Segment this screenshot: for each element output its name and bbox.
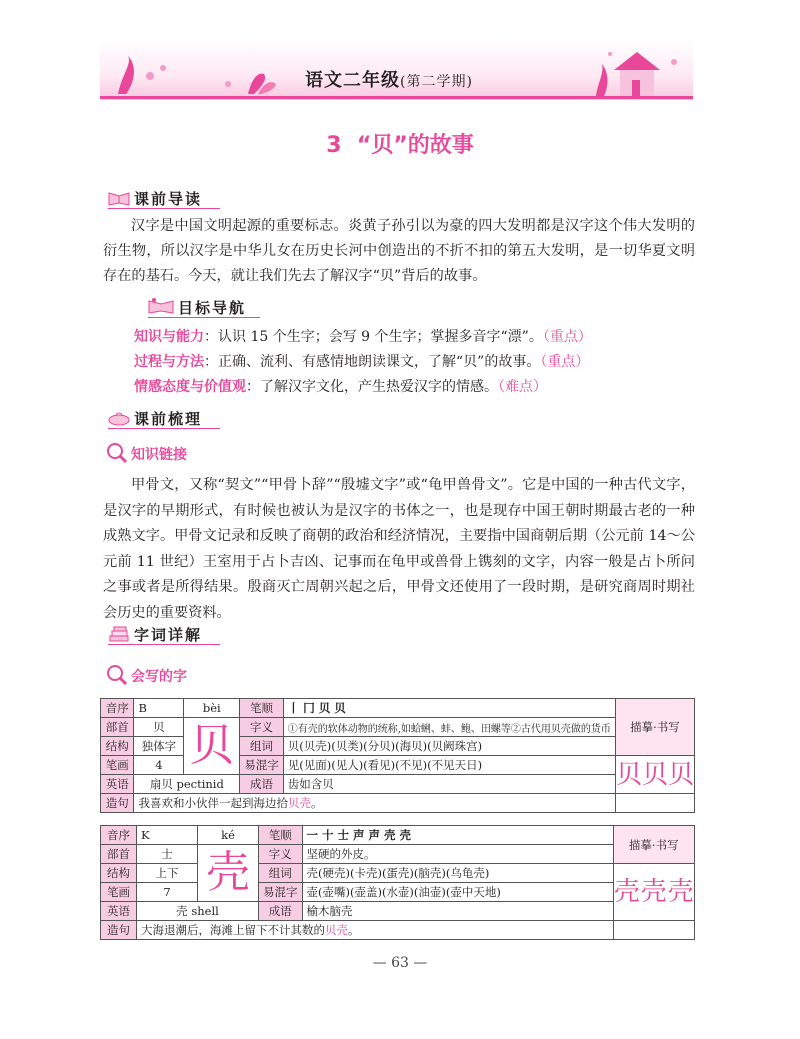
label-sentence: 造句 xyxy=(101,921,137,940)
structure-value: 上下 xyxy=(137,864,198,883)
book-title: 语文二年级(第二学期) xyxy=(305,70,473,91)
sub-heading-write-chars: 会写的字 xyxy=(131,669,187,685)
meaning-value: 坚硬的外皮。 xyxy=(302,845,613,864)
label-english: 英语 xyxy=(101,902,137,921)
radical-value: 贝 xyxy=(134,718,184,737)
label-sentence: 造句 xyxy=(101,794,134,813)
oracle-bone-paragraph: 甲骨文，又称“契文”“甲骨卜辞”“殷墟文字”或“龟甲兽骨文”。它是中国的一种古代文字，是汉字的早期形式，有时候也被认为是汉字的书体之一，也是现存中国王朝时期最古老的一种成熟文字。甲骨文记录和反映了商朝的政治和经济情况，主要指中国商朝后期（公元前 14～公元前 11 世纪）王室用于占卜吉凶、记事而在龟甲或兽骨上镌刻的文字，内容一般是占卜所问之事或者是所得结果。殷商灭亡周朝兴起之后，甲骨文还使用了一段时期，是研究商周时期社会历史的重要资料。 xyxy=(103,477,695,621)
practice-characters xyxy=(616,758,694,792)
magnifier-icon xyxy=(106,442,128,464)
label-idiom: 成语 xyxy=(259,902,303,921)
label-idiom: 成语 xyxy=(240,775,284,794)
idiom-value: 齿如含贝 xyxy=(283,775,615,794)
big-character: 贝 xyxy=(184,718,240,775)
practice-grid-bottom xyxy=(615,794,694,813)
book-icon xyxy=(108,190,130,206)
sub-heading-knowledge-link: 知识链接 xyxy=(131,447,187,463)
section-heading-goals: 目标导航 xyxy=(178,299,247,317)
section-heading-preview: 课前导读 xyxy=(134,190,203,208)
label-meaning: 字义 xyxy=(259,845,303,864)
trace-char: 壳 xyxy=(640,877,667,907)
char-card-ke xyxy=(100,825,695,940)
label-strokes: 笔画 xyxy=(101,756,134,775)
label-stroke-order: 笔顺 xyxy=(259,826,303,845)
section-heading-review: 课前梳理 xyxy=(134,410,203,428)
open-book-icon xyxy=(148,297,174,315)
trace-char: 贝 xyxy=(615,759,642,790)
sentence-value: 我喜欢和小伙伴一起到海边拾贝壳。 xyxy=(134,794,616,813)
section-underline xyxy=(108,644,220,645)
section-underline xyxy=(108,208,220,209)
practice-header: 描摹·书写 xyxy=(615,699,694,756)
big-character: 壳 xyxy=(198,845,259,902)
label-confusables: 易混字 xyxy=(240,756,284,775)
char-card-bei xyxy=(100,698,695,813)
trace-char: 贝 xyxy=(641,759,668,790)
lesson-title: 3 “贝”的故事 xyxy=(326,133,474,158)
confusables-value: 壶(壶嘴)(壶盖)(水壶)(油壶)(壶中天地) xyxy=(302,883,613,902)
label-order: 音序 xyxy=(101,699,134,718)
magnifier-icon xyxy=(106,664,128,686)
section-underline xyxy=(148,317,260,318)
idiom-value: 榆木脑壳 xyxy=(302,902,613,921)
stroke-order-value: 丨 冂 贝 贝 xyxy=(283,699,615,718)
english-value: 扇贝 pectinid xyxy=(134,775,240,794)
stroke-order-value: 一 十 士 声 声 壳 壳 xyxy=(302,826,613,845)
goal-process: 过程与方法：正确、流利、有感情地朗读课文，了解“贝”的故事。（重点） xyxy=(134,354,590,370)
goal-emotion: 情感态度与价值观：了解汉字文化，产生热爱汉字的情感。（难点） xyxy=(134,379,547,395)
pinyin-value: ké xyxy=(198,826,259,845)
goal-knowledge: 知识与能力：认识 15 个生字；会写 9 个生字；掌握多音字“漂”。（重点） xyxy=(134,329,592,345)
label-radical: 部首 xyxy=(101,845,137,864)
english-value: 壳 shell xyxy=(137,902,259,921)
compounds-value: 贝(贝壳)(贝类)(分贝)(海贝)(贝阙珠宫) xyxy=(283,737,615,756)
house-decoration-icon xyxy=(590,44,690,98)
trace-char: 壳 xyxy=(613,877,640,907)
label-stroke-order: 笔顺 xyxy=(240,699,284,718)
practice-header: 描摹·书写 xyxy=(613,826,695,864)
sentence-value: 大海退潮后，海滩上留下不计其数的贝壳。 xyxy=(137,921,614,940)
strokes-value: 4 xyxy=(134,756,184,775)
practice-grid xyxy=(613,864,695,921)
label-english: 英语 xyxy=(101,775,134,794)
label-compounds: 组词 xyxy=(259,864,303,883)
preview-paragraph: 汉字是中国文明起源的重要标志。炎黄子孙引以为豪的四大发明都是汉字这个伟大发明的衍生物，所以汉字是中华儿女在历史长河中创造出的不折不扣的第五大发明，是一切华夏文明存在的基石。今天，就让我们先去了解汉字“贝”背后的故事。 xyxy=(103,218,695,284)
label-compounds: 组词 xyxy=(240,737,284,756)
practice-characters xyxy=(614,872,695,912)
trace-char: 贝 xyxy=(667,759,694,790)
label-strokes: 笔画 xyxy=(101,883,137,902)
strokes-value: 7 xyxy=(137,883,198,902)
page-number: — 63 — xyxy=(372,955,428,971)
books-stack-icon xyxy=(108,626,130,642)
label-order: 音序 xyxy=(101,826,137,845)
compounds-value: 壳(硬壳)(卡壳)(蛋壳)(脑壳)(乌龟壳) xyxy=(302,864,613,883)
label-radical: 部首 xyxy=(101,718,134,737)
radical-value: 士 xyxy=(137,845,198,864)
practice-grid xyxy=(615,756,694,794)
section-underline xyxy=(108,428,220,429)
label-confusables: 易混字 xyxy=(259,883,303,902)
bowl-icon xyxy=(108,410,130,426)
order-value: K xyxy=(137,826,198,845)
structure-value: 独体字 xyxy=(134,737,184,756)
order-value: B xyxy=(134,699,184,718)
meaning-value: ①有壳的软体动物的统称,如蛤蜊、蚌、鲍、田螺等②古代用贝壳做的货币 xyxy=(283,718,615,737)
flower-decoration-icon xyxy=(108,54,278,98)
label-meaning: 字义 xyxy=(240,718,284,737)
confusables-value: 见(见面)(见人)(看见)(不见)(不见天日) xyxy=(283,756,615,775)
trace-char: 壳 xyxy=(667,877,694,907)
practice-grid-bottom xyxy=(613,921,695,940)
label-structure: 结构 xyxy=(101,737,134,756)
section-heading-words: 字词详解 xyxy=(134,626,203,644)
label-structure: 结构 xyxy=(101,864,137,883)
pinyin-value: bèi xyxy=(184,699,240,718)
